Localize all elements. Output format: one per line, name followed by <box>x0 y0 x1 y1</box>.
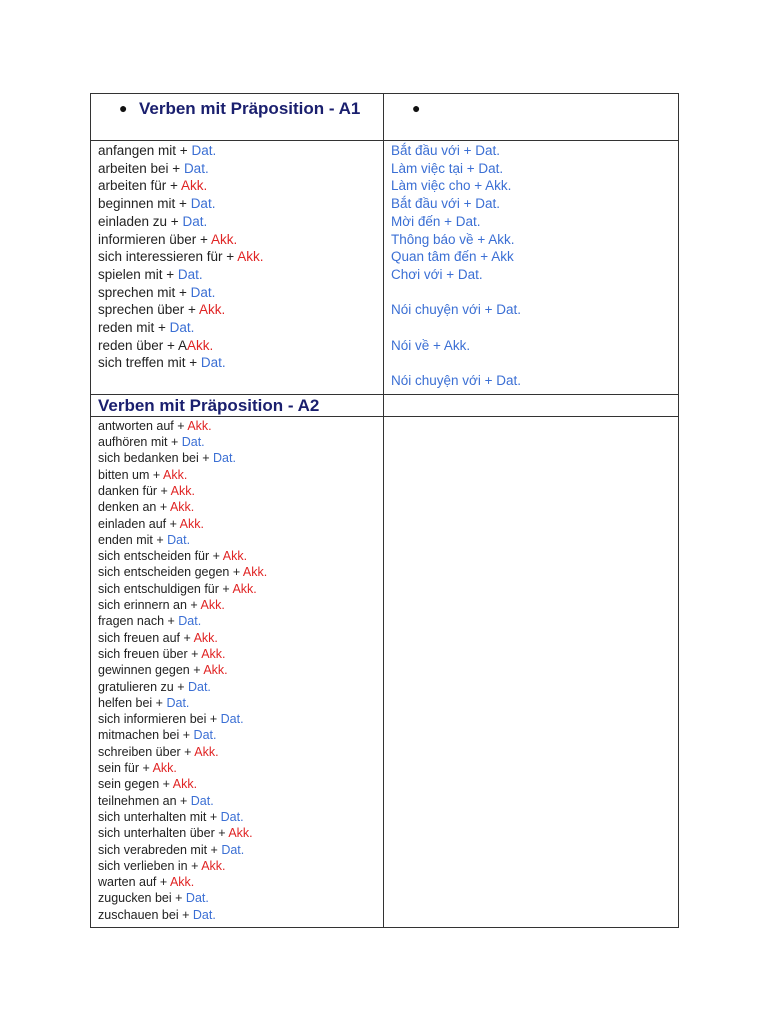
verb-text: aufhören mit + <box>98 435 182 450</box>
case-label: Dat. <box>191 143 217 158</box>
verb-row <box>98 581 377 597</box>
verb-text: sich bedanken bei + <box>98 451 214 466</box>
verb-row <box>98 842 377 858</box>
spacer <box>391 354 672 372</box>
case-label: Dat. <box>200 355 226 371</box>
case-label: Dat. <box>220 809 244 824</box>
bullet-icon: ● <box>119 100 128 116</box>
a2-title: Verben mit Präposition - A2 <box>98 395 320 415</box>
verb-row <box>98 467 377 483</box>
a2-verb-cell <box>91 416 384 927</box>
case-label: Akk. <box>222 549 248 564</box>
verb-row <box>98 213 377 231</box>
case-label: Akk. <box>187 418 212 433</box>
case-label: Akk. <box>162 467 188 482</box>
verb-row <box>98 354 377 372</box>
verb-text: beginnen mit + <box>98 196 191 212</box>
case-label: Akk. <box>193 630 218 645</box>
a1-translation-cell <box>384 141 679 395</box>
verb-text: arbeiten für + <box>98 178 181 194</box>
case-label: Dat. <box>193 728 217 743</box>
verb-row <box>98 483 377 499</box>
verb-table <box>90 93 679 928</box>
translation-row: Nói chuyện với + Dat. <box>391 302 522 318</box>
verb-row <box>98 337 377 355</box>
verb-text: sein für + <box>98 761 153 776</box>
verb-text: zuschauen bei + <box>98 907 193 922</box>
verb-text: teilnehmen an + <box>98 793 191 808</box>
verb-text: mitmachen bei + <box>98 728 194 743</box>
verb-text: sein gegen + <box>98 777 173 792</box>
a2-heading-empty-cell <box>384 394 679 416</box>
verb-text: sich entscheiden gegen + <box>98 565 243 580</box>
verb-text: informieren über + <box>98 231 211 247</box>
verb-row <box>98 907 377 923</box>
verb-row <box>98 319 377 337</box>
verb-row <box>98 434 377 450</box>
verb-row <box>98 284 377 302</box>
translation-row: Thông báo về + Akk. <box>391 231 515 247</box>
case-label: Akk. <box>228 826 253 841</box>
case-label: Dat. <box>166 695 190 710</box>
case-label: Akk. <box>232 581 257 596</box>
verb-text: sprechen über + <box>98 302 199 318</box>
case-label: Akk. <box>152 761 177 776</box>
case-label: Akk. <box>198 302 226 318</box>
verb-row <box>98 532 377 548</box>
verb-text: arbeiten bei + <box>98 160 184 176</box>
verb-row <box>98 646 377 662</box>
case-label: Akk. <box>210 231 238 247</box>
a2-translation-cell <box>384 416 679 927</box>
verb-text: sich interessieren für + <box>98 249 238 265</box>
verb-row <box>98 597 377 613</box>
case-label: Dat. <box>190 284 216 300</box>
verb-row <box>98 858 377 874</box>
verb-text: reden über + A <box>98 337 187 353</box>
verb-row <box>98 744 377 760</box>
case-label: Akk. <box>201 646 226 661</box>
verb-text: zugucken bei + <box>98 891 186 906</box>
case-label: Dat. <box>187 679 211 694</box>
a1-verb-cell <box>91 141 384 395</box>
verb-text: sich verabreden mit + <box>98 842 222 857</box>
case-label: Akk. <box>200 598 225 613</box>
case-label: Dat. <box>190 196 216 212</box>
case-label: Akk. <box>201 858 226 873</box>
verb-text: bitten um + <box>98 467 163 482</box>
verb-row <box>98 231 377 249</box>
verb-text: denken an + <box>98 500 170 515</box>
verb-row <box>98 142 377 160</box>
verb-row <box>98 177 377 195</box>
verb-row <box>98 890 377 906</box>
verb-text: sich unterhalten mit + <box>98 809 221 824</box>
translation-row: Bắt đầu với + Dat. <box>391 143 501 158</box>
verb-row <box>98 160 377 178</box>
verb-row <box>98 695 377 711</box>
verb-text: gewinnen gegen + <box>98 663 204 678</box>
case-label: Akk. <box>194 744 219 759</box>
case-label: Akk. <box>180 178 208 194</box>
a1-translation-list <box>384 141 678 394</box>
case-label: Dat. <box>177 266 203 282</box>
case-label: Dat. <box>169 320 195 336</box>
verb-text: sich treffen mit + <box>98 355 201 371</box>
case-label: Dat. <box>220 712 244 727</box>
case-label: Akk. <box>179 516 204 531</box>
verb-row <box>98 248 377 266</box>
case-label: Akk. <box>170 483 195 498</box>
case-label: Dat. <box>182 213 208 229</box>
verb-row <box>98 776 377 792</box>
verb-row <box>98 564 377 580</box>
verb-text: enden mit + <box>98 532 168 547</box>
a1-title: Verben mit Präposition - A1 <box>139 99 361 118</box>
verb-row <box>98 874 377 890</box>
case-label: Dat. <box>221 842 245 857</box>
verb-row <box>98 548 377 564</box>
verb-text: schreiben über + <box>98 744 195 759</box>
translation-heading-cell <box>384 94 679 141</box>
translation-row: Quan tâm đến + Akk <box>391 249 514 265</box>
translation-row: Làm việc cho + Akk. <box>391 178 512 194</box>
translation-row: Chơi với + Dat. <box>391 266 483 282</box>
case-label: Dat. <box>213 451 236 466</box>
verb-row <box>98 266 377 284</box>
verb-row <box>98 793 377 809</box>
a2-verb-list <box>91 417 383 927</box>
verb-row <box>98 809 377 825</box>
a1-verb-list <box>91 141 383 376</box>
case-label: Dat. <box>183 160 209 176</box>
translation-row: Bắt đầu với + Dat. <box>391 196 501 212</box>
verb-text: helfen bei + <box>98 695 167 710</box>
a1-heading-cell <box>91 94 384 141</box>
verb-row <box>98 662 377 678</box>
a2-heading-cell <box>91 394 384 416</box>
verb-text: sich entschuldigen für + <box>98 581 233 596</box>
verb-text: danken für + <box>98 483 171 498</box>
case-label: Akk. <box>169 875 195 890</box>
case-label: Akk. <box>186 337 214 353</box>
verb-row <box>98 516 377 532</box>
verb-row <box>98 825 377 841</box>
verb-row <box>98 450 377 466</box>
spacer <box>391 319 672 337</box>
translation-row: Mời đến + Dat. <box>391 213 481 229</box>
spacer <box>391 284 672 302</box>
verb-text: sprechen mit + <box>98 284 191 300</box>
verb-text: sich erinnern an + <box>98 598 201 613</box>
verb-text: reden mit + <box>98 320 170 336</box>
verb-text: spielen mit + <box>98 266 178 282</box>
verb-text: einladen auf + <box>98 516 180 531</box>
case-label: Akk. <box>172 777 198 792</box>
verb-text: sich unterhalten über + <box>98 826 229 841</box>
verb-row <box>98 613 377 629</box>
verb-row <box>98 760 377 776</box>
verb-text: einladen zu + <box>98 213 183 229</box>
case-label: Akk. <box>242 565 268 580</box>
translation-row: Nói về + Akk. <box>391 337 471 353</box>
case-label: Akk. <box>169 500 195 515</box>
case-label: Dat. <box>178 614 202 629</box>
translation-row: Làm việc tại + Dat. <box>391 160 504 176</box>
verb-text: fragen nach + <box>98 614 179 629</box>
verb-text: sich freuen über + <box>98 646 202 661</box>
verb-row <box>98 727 377 743</box>
case-label: Dat. <box>192 907 216 922</box>
verb-text: antworten auf + <box>98 418 188 433</box>
verb-text: gratulieren zu + <box>98 679 188 694</box>
verb-row <box>98 630 377 646</box>
case-label: Akk. <box>203 663 228 678</box>
verb-row <box>98 679 377 695</box>
case-label: Dat. <box>181 435 205 450</box>
verb-text: sich freuen auf + <box>98 630 194 645</box>
case-label: Dat. <box>185 891 209 906</box>
verb-row <box>98 195 377 213</box>
verb-row <box>98 499 377 515</box>
case-label: Dat. <box>167 532 191 547</box>
verb-text: sich entscheiden für + <box>98 549 223 564</box>
translation-row: Nói chuyện với + Dat. <box>391 373 522 389</box>
verb-text: warten auf + <box>98 875 170 890</box>
verb-text: anfangen mit + <box>98 143 192 158</box>
verb-row <box>98 418 377 434</box>
verb-row <box>98 301 377 319</box>
verb-text: sich verlieben in + <box>98 858 202 873</box>
case-label: Dat. <box>190 793 214 808</box>
verb-text: sich informieren bei + <box>98 712 221 727</box>
bullet-icon: ● <box>412 100 421 116</box>
case-label: Akk. <box>237 249 264 265</box>
verb-row <box>98 711 377 727</box>
